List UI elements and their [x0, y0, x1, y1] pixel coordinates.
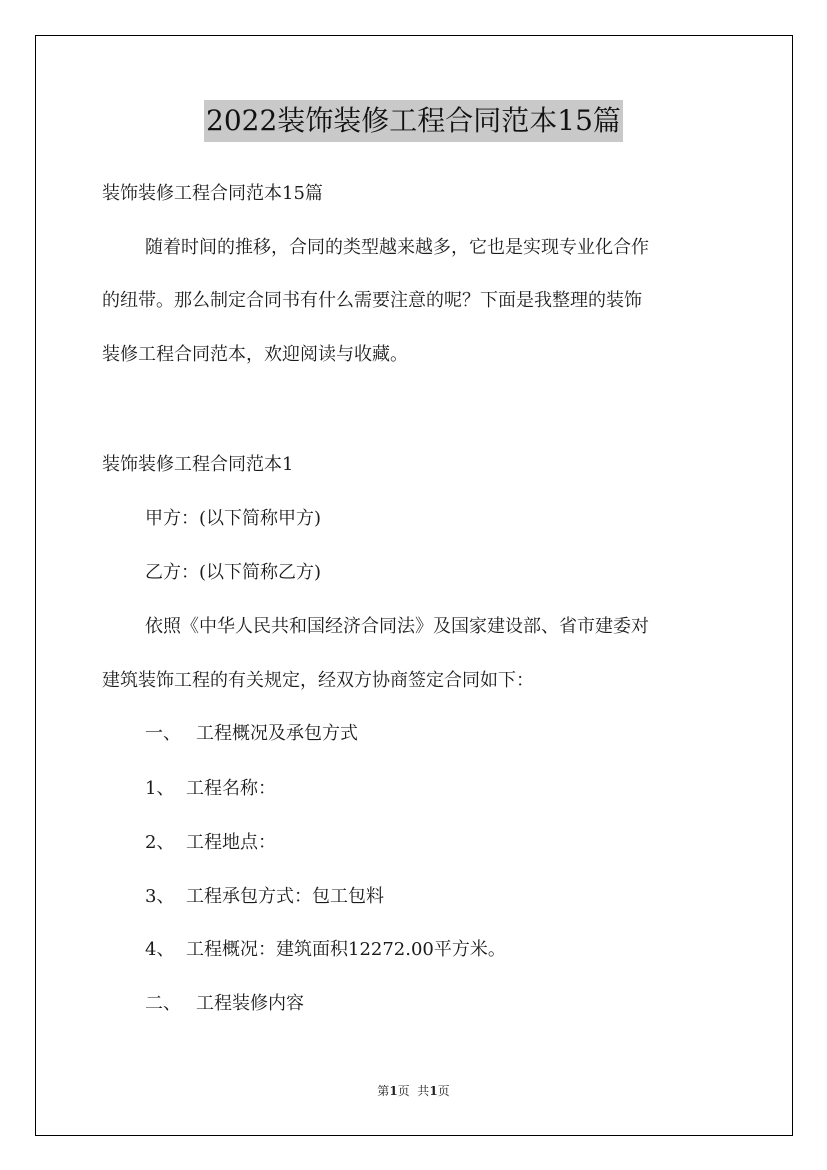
intro-line-2: 的纽带。那么制定合同书有什么需要注意的呢？下面是我整理的装饰: [102, 290, 642, 311]
clause-1-number: 一、: [145, 723, 181, 744]
party-a-line: 甲方：(以下简称甲方): [145, 508, 322, 529]
intro-line-3: 装修工程合同范本，欢迎阅读与收藏。: [102, 344, 408, 365]
basis-line-1: 依照《中华人民共和国经济合同法》及国家建设部、省市建委对: [145, 616, 649, 637]
footer-page-total: 1: [429, 1084, 438, 1098]
footer-suffix: 页: [437, 1084, 450, 1098]
item-1-text: 工程名称：: [186, 778, 276, 799]
item-3-number: 3、: [145, 886, 175, 907]
basis-line-2: 建筑装饰工程的有关规定，经双方协商签定合同如下：: [102, 670, 534, 691]
party-b-line: 乙方：(以下简称乙方): [145, 562, 322, 583]
item-2-number: 2、: [145, 832, 175, 853]
footer-mid: 页 共: [397, 1084, 430, 1098]
item-4-text: 工程概况：建筑面积12272.00平方米。: [186, 939, 506, 960]
document-subtitle: 装饰装修工程合同范本15篇: [102, 183, 323, 204]
section-heading: 装饰装修工程合同范本1: [102, 454, 294, 475]
clause-2-number: 二、: [145, 993, 181, 1014]
footer-prefix: 第: [377, 1084, 390, 1098]
item-2-text: 工程地点：: [186, 832, 276, 853]
document-title: 2022装饰装修工程合同范本15篇: [204, 100, 623, 142]
clause-1-text: 工程概况及承包方式: [196, 723, 358, 744]
clause-2-text: 工程装修内容: [196, 993, 304, 1014]
intro-line-1: 随着时间的推移，合同的类型越来越多，它也是实现专业化合作: [145, 237, 649, 258]
item-3-text: 工程承包方式：包工包料: [186, 886, 384, 907]
footer-page-current: 1: [389, 1084, 398, 1098]
title-container: [0, 100, 827, 142]
page-footer: [0, 1083, 827, 1099]
item-4-number: 4、: [145, 939, 175, 960]
item-1-number: 1、: [145, 778, 175, 799]
